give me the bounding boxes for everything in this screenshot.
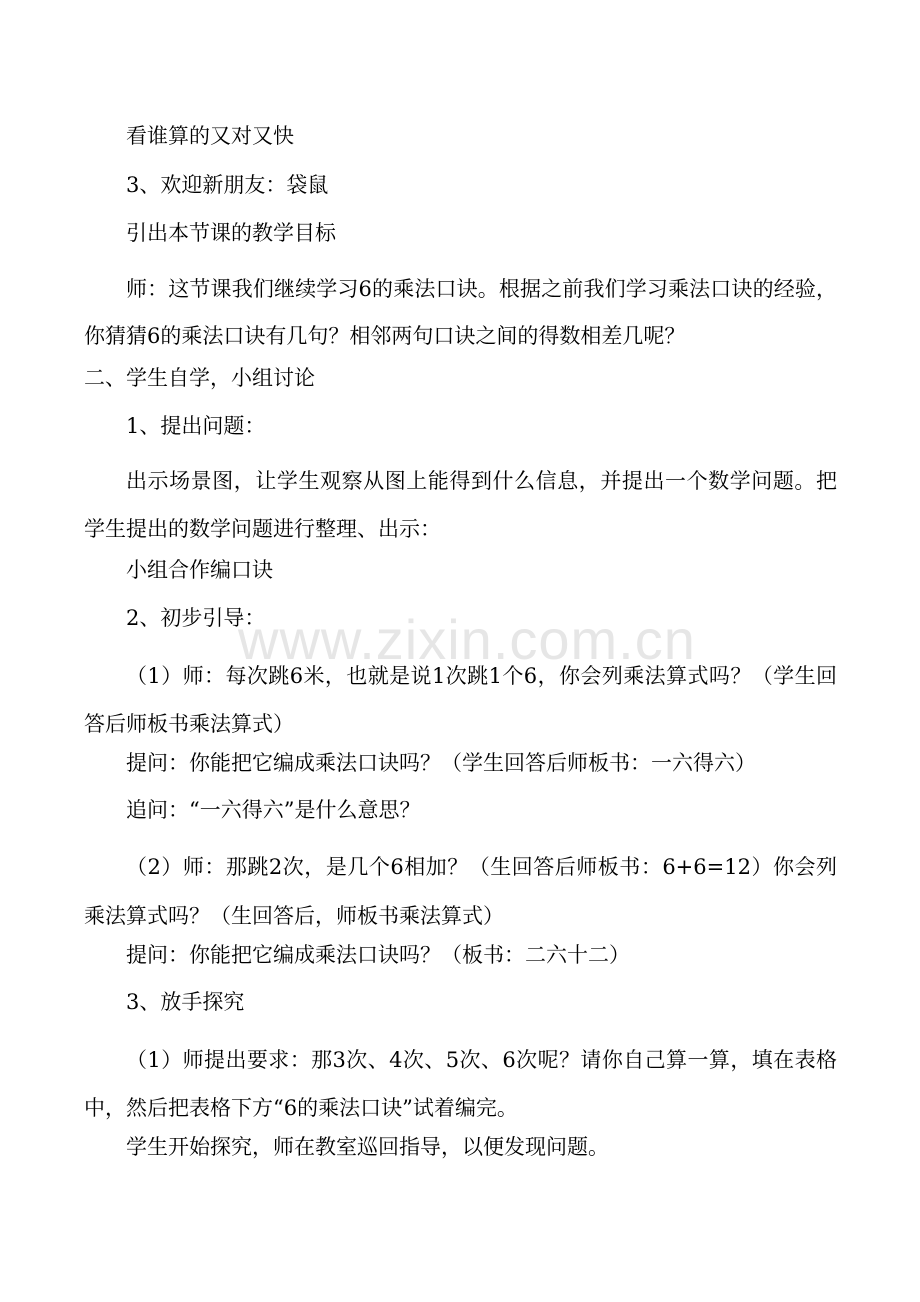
paragraph-1: 看谁算的又对又快	[126, 124, 294, 148]
paragraph-4: 师：这节课我们继续学习6的乘法口诀。根据之前我们学习乘法口诀的经验，你猜猜6的乘法口诀有几句？相邻两句口诀之间的得数相差几呢？	[84, 277, 837, 348]
paragraph-14: 提问：你能把它编成乘法口诀吗？（板书：二六十二）	[126, 943, 630, 967]
watermark: www.zixin.com.cn	[238, 608, 696, 671]
paragraph-11: 提问：你能把它编成乘法口诀吗？（学生回答后师板书：一六得六）	[126, 751, 756, 775]
paragraph-3: 引出本节课的教学目标	[126, 221, 336, 245]
paragraph-16: （1）师提出要求：那3次、4次、5次、6次呢？请你自己算一算，填在表格中，然后把表格下方“6的乘法口诀”试着编完。	[84, 1048, 837, 1120]
paragraph-13: （2）师：那跳2次，是几个6相加？（生回答后师板书：6+6=12）你会列乘法算式吗？（生回答后，师板书乘法算式）	[84, 855, 837, 928]
paragraph-7: 出示场景图，让学生观察从图上能得到什么信息，并提出一个数学问题。把学生提出的数学问题进行整理、出示：	[84, 469, 837, 541]
paragraph-2: 3、欢迎新朋友：袋鼠	[126, 173, 329, 197]
paragraph-10: （1）师：每次跳6米，也就是说1次跳1个6，你会列乘法算式吗？（学生回答后师板书乘法算式）	[84, 664, 837, 736]
paragraph-12: 追问：“一六得六”是什么意思？	[126, 798, 421, 822]
paragraph-8: 小组合作编口诀	[126, 558, 273, 582]
paragraph-15: 3、放手探究	[126, 990, 245, 1014]
section-heading-2: 二、学生自学，小组讨论	[84, 366, 315, 390]
paragraph-6: 1、提出问题：	[126, 414, 266, 438]
paragraph-17: 学生开始探究，师在教室巡回指导，以便发现问题。	[126, 1135, 609, 1159]
paragraph-9: 2、初步引导：	[126, 606, 266, 630]
